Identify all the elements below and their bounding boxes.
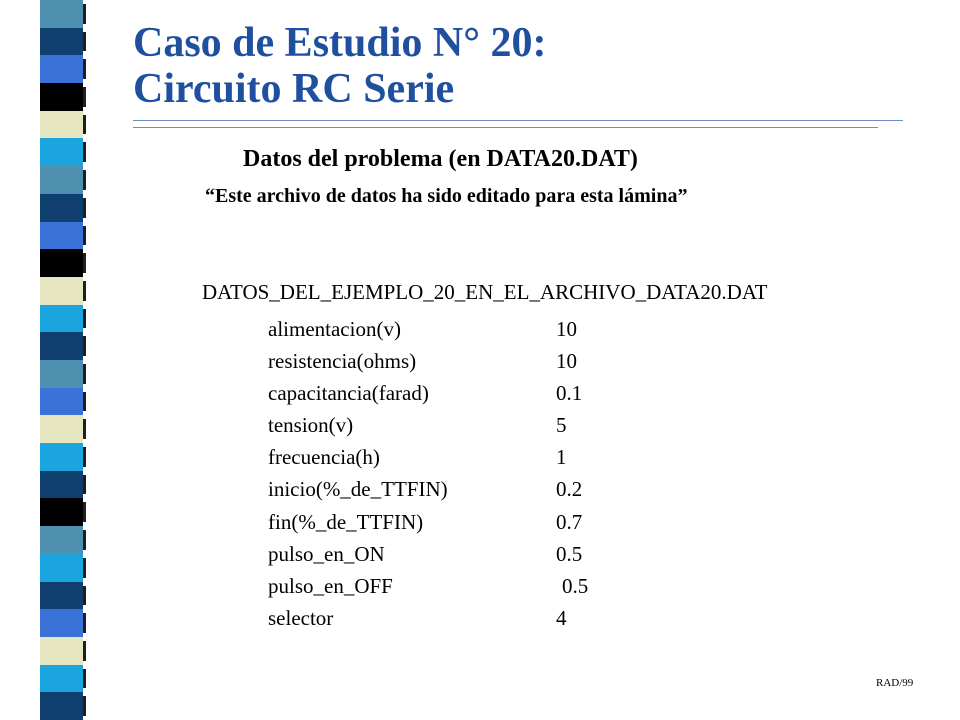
decorative-stripe bbox=[40, 0, 83, 720]
parameter-row bbox=[268, 506, 588, 538]
stripe-block bbox=[40, 554, 83, 582]
stripe-shadow-block bbox=[83, 309, 86, 329]
parameter-value: 0.7 bbox=[556, 509, 583, 534]
parameter-name: alimentacion(v) bbox=[268, 317, 401, 341]
stripe-shadow-block bbox=[83, 32, 86, 52]
parameter-name: pulso_en_OFF bbox=[268, 573, 393, 598]
stripe-block bbox=[40, 166, 83, 194]
stripe-block bbox=[40, 443, 83, 471]
stripe-shadow-block bbox=[83, 253, 86, 273]
parameter-list bbox=[268, 313, 588, 634]
stripe-shadow-block bbox=[83, 558, 86, 578]
stripe-shadow-block bbox=[83, 87, 86, 107]
stripe-block bbox=[40, 498, 83, 526]
parameter-name: tension(v) bbox=[268, 413, 354, 438]
data-file-header: DATOS_DEL_EJEMPLO_20_EN_EL_ARCHIVO_DATA20.DAT bbox=[202, 280, 768, 304]
problem-data-heading: Datos del problema (en DATA20.DAT) bbox=[243, 146, 638, 172]
parameter-name: capacitancia(farad) bbox=[268, 381, 429, 406]
stripe-shadow-block bbox=[83, 392, 86, 412]
parameter-value: 1 bbox=[556, 445, 567, 470]
stripe-block bbox=[40, 194, 83, 222]
stripe-block bbox=[40, 665, 83, 693]
footer-tag: RAD/99 bbox=[876, 677, 914, 689]
slide-title bbox=[133, 20, 547, 112]
parameter-name: fin(%_de_TTFIN) bbox=[268, 509, 424, 534]
stripe-shadow-block bbox=[83, 281, 86, 301]
stripe-block bbox=[40, 360, 83, 388]
parameter-value: 5 bbox=[556, 413, 567, 438]
parameter-row bbox=[268, 570, 588, 602]
stripe-shadow-block bbox=[83, 336, 86, 356]
parameter-row bbox=[268, 345, 588, 377]
stripe-block bbox=[40, 332, 83, 360]
parameter-row bbox=[268, 602, 588, 634]
stripe-shadow-block bbox=[83, 669, 86, 689]
slide-title-line-1: Caso de Estudio N° 20: bbox=[133, 20, 547, 66]
parameter-row bbox=[268, 377, 588, 409]
parameter-value: 0.1 bbox=[556, 381, 583, 406]
parameter-row bbox=[268, 538, 588, 570]
stripe-block bbox=[40, 55, 83, 83]
stripe-shadow-block bbox=[83, 115, 86, 135]
parameter-row bbox=[268, 473, 588, 505]
parameter-name: frecuencia(h) bbox=[268, 445, 380, 470]
parameter-name: inicio(%_de_TTFIN) bbox=[268, 477, 448, 502]
parameter-name: selector bbox=[268, 605, 334, 630]
stripe-shadow-block bbox=[83, 502, 86, 522]
stripe-block bbox=[40, 28, 83, 56]
stripe-shadow-block bbox=[83, 447, 86, 467]
stripe-block bbox=[40, 692, 83, 720]
stripe-block bbox=[40, 138, 83, 166]
stripe-shadow-block bbox=[83, 142, 86, 162]
parameter-value: 10 bbox=[556, 349, 577, 374]
parameter-value: 0.5 bbox=[562, 573, 589, 598]
parameter-row bbox=[268, 313, 588, 345]
stripe-block bbox=[40, 277, 83, 305]
parameter-value: 0.2 bbox=[556, 477, 583, 502]
stripe-shadow-block bbox=[83, 364, 86, 384]
stripe-shadow-block bbox=[83, 419, 86, 439]
parameter-name: pulso_en_ON bbox=[268, 541, 385, 566]
parameter-row bbox=[268, 441, 588, 473]
stripe-shadow-block bbox=[83, 613, 86, 633]
stripe-shadow-block bbox=[83, 475, 86, 495]
stripe-block bbox=[40, 222, 83, 250]
stripe-block bbox=[40, 526, 83, 554]
stripe-shadow-block bbox=[83, 586, 86, 606]
stripe-block bbox=[40, 388, 83, 416]
stripe-block bbox=[40, 415, 83, 443]
parameter-row bbox=[268, 409, 588, 441]
stripe-shadow-block bbox=[83, 696, 86, 716]
stripe-shadow-block bbox=[83, 530, 86, 550]
title-rule-upper bbox=[133, 120, 903, 121]
stripe-block bbox=[40, 471, 83, 499]
edited-file-note: “Este archivo de datos ha sido editado para esta lámina” bbox=[205, 185, 688, 207]
stripe-shadow-block bbox=[83, 641, 86, 661]
stripe-block bbox=[40, 609, 83, 637]
stripe-block bbox=[40, 111, 83, 139]
parameter-value: 0.5 bbox=[556, 541, 583, 566]
decorative-stripe-shadow bbox=[83, 0, 86, 720]
stripe-shadow-block bbox=[83, 198, 86, 218]
stripe-shadow-block bbox=[83, 170, 86, 190]
stripe-block bbox=[40, 305, 83, 333]
parameter-value: 4 bbox=[556, 605, 567, 630]
slide-title-line-2: Circuito RC Serie bbox=[133, 66, 455, 112]
title-rule-lower bbox=[133, 127, 878, 128]
stripe-block bbox=[40, 582, 83, 610]
stripe-block bbox=[40, 249, 83, 277]
stripe-block bbox=[40, 83, 83, 111]
stripe-shadow-block bbox=[83, 226, 86, 246]
stripe-shadow-block bbox=[83, 59, 86, 79]
stripe-block bbox=[40, 637, 83, 665]
parameter-name: resistencia(ohms) bbox=[268, 349, 417, 374]
parameter-value: 10 bbox=[556, 317, 577, 341]
stripe-block bbox=[40, 0, 83, 28]
stripe-shadow-block bbox=[83, 4, 86, 24]
